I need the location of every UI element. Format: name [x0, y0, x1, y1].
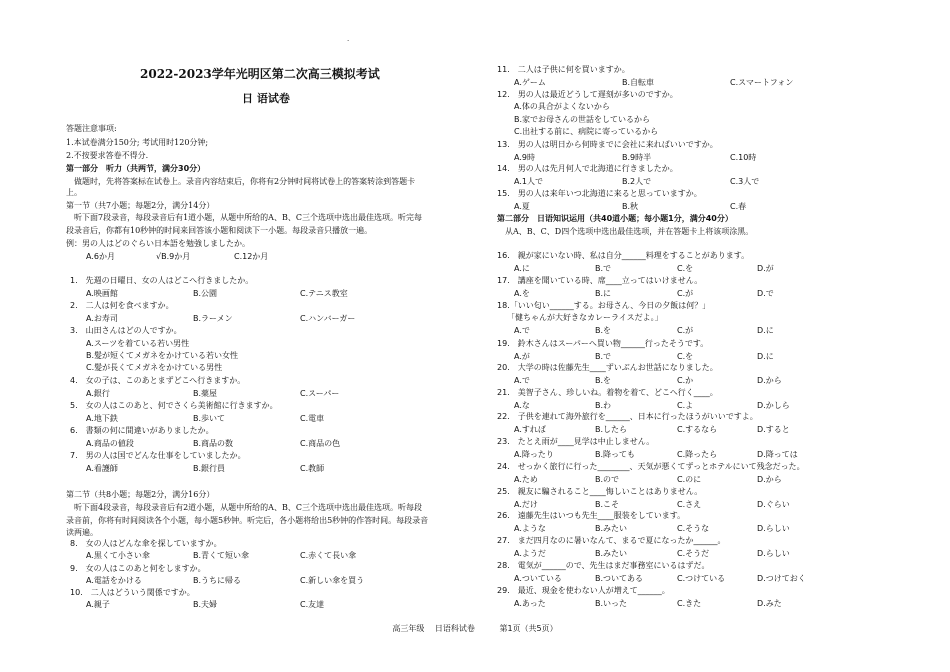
q6-option-c: C.商品の色 [300, 439, 341, 448]
section1-instructions-line2: 段录音后，你都有10秒钟的时间来回答该小题和阅读下一小题。每段录音只播放一遍。 [66, 226, 373, 235]
question-13: 13. 男の人は明日から何時までに会社に来ればいいですか。 [497, 140, 718, 149]
q18-option-a: A.で [514, 326, 530, 335]
q29-option-b: B.いった [595, 599, 628, 608]
top-dot: · [347, 37, 350, 45]
q16-option-b: B.で [595, 264, 612, 273]
q24-option-d: D.から [757, 475, 782, 484]
section2-instructions-line2: 录音前，你将有时间阅读各个小题，每小题5秒钟。听完后，各小题将给出5秒钟的作答时间。每段录音 [66, 516, 429, 525]
q7-option-b: B.銀行員 [193, 464, 226, 473]
q3-option-a: A.スーツを着ている若い男性 [86, 339, 190, 348]
q9-option-a: A.電話をかける [86, 576, 142, 585]
q11-option-c: C.スマートフォン [730, 78, 794, 87]
footer-grade: 高三年级 [392, 624, 425, 633]
part1-intro-line2: 上。 [66, 188, 82, 197]
q27-option-d: D.らしい [757, 549, 790, 558]
question-4: 4. 女の子は、このあとまずどこへ行きますか。 [70, 376, 246, 385]
q17-option-a: A.を [514, 289, 530, 298]
q6-option-b: B.商品の数 [193, 439, 234, 448]
notes-item-1: 1.本试卷满分150分; 考试用时120分钟; [66, 138, 209, 147]
q4-option-a: A.銀行 [86, 389, 110, 398]
example-option-b: √B.9か月 [156, 252, 191, 261]
q29-option-c: C.きた [677, 599, 702, 608]
q10-option-b: B.夫婦 [193, 600, 218, 609]
section2-heading: 第二节（共8小题；每题2分，满分16分） [66, 490, 215, 499]
q11-option-b: B.自転車 [622, 78, 655, 87]
q9-option-c: C.新しい傘を買う [300, 576, 365, 585]
example-option-c: C.12か月 [234, 252, 269, 261]
notes-heading: 答题注意事项: [66, 124, 117, 133]
q16-option-a: A.に [514, 264, 530, 273]
q20-option-b: B.を [595, 376, 612, 385]
q15-option-c: C.春 [730, 202, 747, 211]
q6-option-a: A.商品の値段 [86, 439, 134, 448]
question-14: 14. 男の人は先月何人で北海道に行きましたか。 [497, 164, 678, 173]
q13-option-c: C.10時 [730, 153, 757, 162]
q25-option-a: A.だけ [514, 500, 538, 509]
question-9: 9. 女の人はこのあと何をしますか。 [70, 564, 206, 573]
q19-option-d: D.に [757, 352, 774, 361]
q18-option-b: B.を [595, 326, 612, 335]
q28-option-c: C.つけている [677, 574, 726, 583]
q18-option-d: D.に [757, 326, 774, 335]
q15-option-b: B.秋 [622, 202, 639, 211]
part1-heading: 第一部分 听力（共两节，满分30分） [66, 164, 206, 173]
example-option-a: A.6か月 [86, 252, 115, 261]
q29-option-d: D.みた [757, 599, 782, 608]
question-24: 24. せっかく旅行に行った________、天気が悪くてずっとホテルにいて残念だった。 [497, 462, 805, 471]
q1-option-c: C.テニス教室 [300, 289, 348, 298]
q13-option-a: A.9時 [514, 153, 535, 162]
question-6: 6. 書類の何に間違いがありましたか。 [70, 426, 214, 435]
q14-option-c: C.3人で [730, 177, 760, 186]
section2-instructions-line3: 读两遍。 [66, 528, 98, 537]
q1-option-b: B.公園 [193, 289, 218, 298]
question-5: 5. 女の人はこのあと、何でさくら美術館に行きますか。 [70, 401, 278, 410]
question-21: 21. 美智子さん、珍しいね。着物を着て、どこへ行く____。 [497, 388, 718, 397]
q2-option-a: A.お寿司 [86, 314, 118, 323]
q2-option-c: C.ハンバーガー [300, 314, 356, 323]
q17-option-b: B.に [595, 289, 612, 298]
q21-option-c: C.よ [677, 401, 694, 410]
q2-option-b: B.ラーメン [193, 314, 233, 323]
question-18: 18.「いい匂い______する。お母さん、今日の夕飯は何？」 [497, 301, 711, 310]
page-footer [0, 623, 950, 634]
q22-option-b: B.したら [595, 425, 628, 434]
q15-option-a: A.夏 [514, 202, 530, 211]
q22-option-c: C.するなら [677, 425, 718, 434]
q7-option-a: A.看護師 [86, 464, 118, 473]
q11-option-a: A.ゲーム [514, 78, 546, 87]
q10-option-c: C.友達 [300, 600, 325, 609]
q20-option-a: A.で [514, 376, 530, 385]
question-28: 28. 電気が______ので、先生はまだ事務室にいるはずだ。 [497, 561, 710, 570]
q17-option-c: C.が [677, 289, 694, 298]
question-1: 1. 先週の日曜日、女の人はどこへ行きましたか。 [70, 276, 254, 285]
q20-option-c: C.か [677, 376, 694, 385]
q8-option-b: B.青くて短い傘 [193, 551, 250, 560]
q23-option-b: B.降っても [595, 450, 636, 459]
q20-option-d: D.から [757, 376, 782, 385]
q22-option-a: A.すれば [514, 425, 546, 434]
q18-option-c: C.が [677, 326, 694, 335]
footer-page-number: 第1页（共5页） [499, 624, 558, 633]
q28-option-a: A.ついている [514, 574, 562, 583]
q14-option-b: B.2人で [622, 177, 652, 186]
q14-option-a: A.1人で [514, 177, 543, 186]
q16-option-d: D.が [757, 264, 774, 273]
q27-option-b: B.みたい [595, 549, 628, 558]
question-20: 20. 大学の時は佐藤先生____ずいぶんお世話になりました。 [497, 363, 718, 372]
question-18-line2: 「健ちゃんが大好きなカレーライスだよ。」 [507, 313, 663, 322]
q21-option-d: D.かしら [757, 401, 790, 410]
q8-option-c: C.赤くて長い傘 [300, 551, 357, 560]
q12-option-b: B.家でお母さんの世話をしているから [514, 115, 651, 124]
section2-instructions-line1: 听下面4段录音，每段录音后有2道小题，从题中所给的A、B、C三个选项中选出最佳选项。听每段 [66, 503, 422, 512]
q26-option-a: A.ような [514, 524, 546, 533]
q23-option-a: A.降ったり [514, 450, 554, 459]
question-10: 10. 二人はどういう関係ですか。 [70, 588, 195, 597]
question-16: 16. 親が家にいない時、私は自分______料理をすることがあります。 [497, 251, 750, 260]
q26-option-b: B.みたい [595, 524, 628, 533]
part2-heading: 第二部分 日语知识运用（共40道小题；每小题1分，满分40分） [497, 214, 733, 223]
q16-option-c: C.を [677, 264, 694, 273]
q22-option-d: D.すると [757, 425, 790, 434]
q24-option-b: B.ので [595, 475, 620, 484]
question-3: 3. 山田さんはどの人ですか。 [70, 326, 182, 335]
q5-option-b: B.歩いて [193, 414, 226, 423]
question-12: 12. 男の人は最近どうして遅刻が多いのですか。 [497, 90, 678, 99]
q5-option-a: A.地下鉄 [86, 414, 118, 423]
footer-subject: 日语科试卷 [434, 624, 475, 633]
q1-option-a: A.映画館 [86, 289, 118, 298]
q19-option-b: B.で [595, 352, 612, 361]
q3-option-c: C.髪が長くてメガネをかけている男性 [86, 363, 223, 372]
q21-option-b: B.わ [595, 401, 612, 410]
q23-option-c: C.降ったら [677, 450, 718, 459]
section1-heading: 第一节（共7小题；每题2分，满分14分） [66, 201, 215, 210]
q7-option-c: C.教師 [300, 464, 325, 473]
q28-option-d: D.つけておく [757, 574, 806, 583]
question-22: 22. 子供を連れて海外旅行を______、日本に行ったほうがいいですよ。 [497, 412, 758, 421]
q3-option-b: B.髪が短くてメガネをかけている若い女性 [86, 351, 239, 360]
question-23: 23. たとえ雨が____見学は中止しません。 [497, 437, 655, 446]
question-19: 19. 鈴木さんはスーパーへ買い物______行ったそうです。 [497, 339, 709, 348]
q5-option-c: C.電車 [300, 414, 325, 423]
q26-option-c: C.そうな [677, 524, 710, 533]
part1-intro-line1: 做题时，先将答案标在试卷上。录音内容结束后，你将有2分钟时间将试卷上的答案转涂到答题卡 [66, 177, 416, 186]
q13-option-b: B.9時半 [622, 153, 652, 162]
q19-option-a: A.が [514, 352, 530, 361]
question-11: 11. 二人は子供に何を買いますか。 [497, 65, 630, 74]
question-27: 27. まだ四月なのに暑いなんて、まるで夏になったか______。 [497, 536, 726, 545]
q24-option-a: A.ため [514, 475, 538, 484]
q26-option-d: D.らしい [757, 524, 790, 533]
q9-option-b: B.うちに帰る [193, 576, 242, 585]
q25-option-c: C.さえ [677, 500, 702, 509]
question-26: 26. 遠藤先生はいつも先生____服装をしています。 [497, 511, 686, 520]
exam-title: 2022-2023学年光明区第二次高三模拟考试 [140, 67, 380, 81]
exam-subtitle: 日 语试卷 [242, 92, 290, 105]
q24-option-c: C.のに [677, 475, 702, 484]
q27-option-a: A.ようだ [514, 549, 546, 558]
question-8: 8. 女の人はどんな傘を探していますか。 [70, 539, 222, 548]
q4-option-c: C.スーパー [300, 389, 340, 398]
example-question: 例：男の人はどのぐらい日本語を勉強しましたか。 [66, 239, 250, 248]
question-17: 17. 講座を聞いている時、席____立ってはいけません。 [497, 276, 703, 285]
q29-option-a: A.あった [514, 599, 546, 608]
q21-option-a: A.な [514, 401, 530, 410]
q10-option-a: A.親子 [86, 600, 110, 609]
question-2: 2. 二人は何を食べますか。 [70, 301, 174, 310]
question-7: 7. 男の人は国でどんな仕事をしていましたか。 [70, 451, 246, 460]
question-25: 25. 親友に騙されること____悔しいことはありません。 [497, 487, 703, 496]
q25-option-b: B.こそ [595, 500, 620, 509]
question-29: 29. 最近、現金を使わない人が増えて______。 [497, 586, 670, 595]
q19-option-c: C.を [677, 352, 694, 361]
q23-option-d: D.降っては [757, 450, 798, 459]
q28-option-b: B.ついてある [595, 574, 644, 583]
part2-intro: 从A、B、C、D四个选项中选出最佳选项，并在答题卡上将该项涂黑。 [497, 227, 754, 236]
section1-instructions-line1: 听下面7段录音，每段录音后有1道小题，从题中所给的A、B、C三个选项中选出最佳选项。听完每 [66, 213, 422, 222]
q8-option-a: A.黒くて小さい傘 [86, 551, 150, 560]
q27-option-c: C.そうだ [677, 549, 710, 558]
q12-option-a: A.体の具合がよくないから [514, 102, 610, 111]
q4-option-b: B.薬屋 [193, 389, 218, 398]
notes-item-2: 2.不按要求答卷不得分. [66, 151, 149, 160]
question-15: 15. 男の人は来年いつ北海道に来ると思っていますか。 [497, 189, 702, 198]
q17-option-d: D.で [757, 289, 774, 298]
q25-option-d: D.ぐらい [757, 500, 790, 509]
q12-option-c: C.出社する前に、病院に寄っているから [514, 127, 659, 136]
